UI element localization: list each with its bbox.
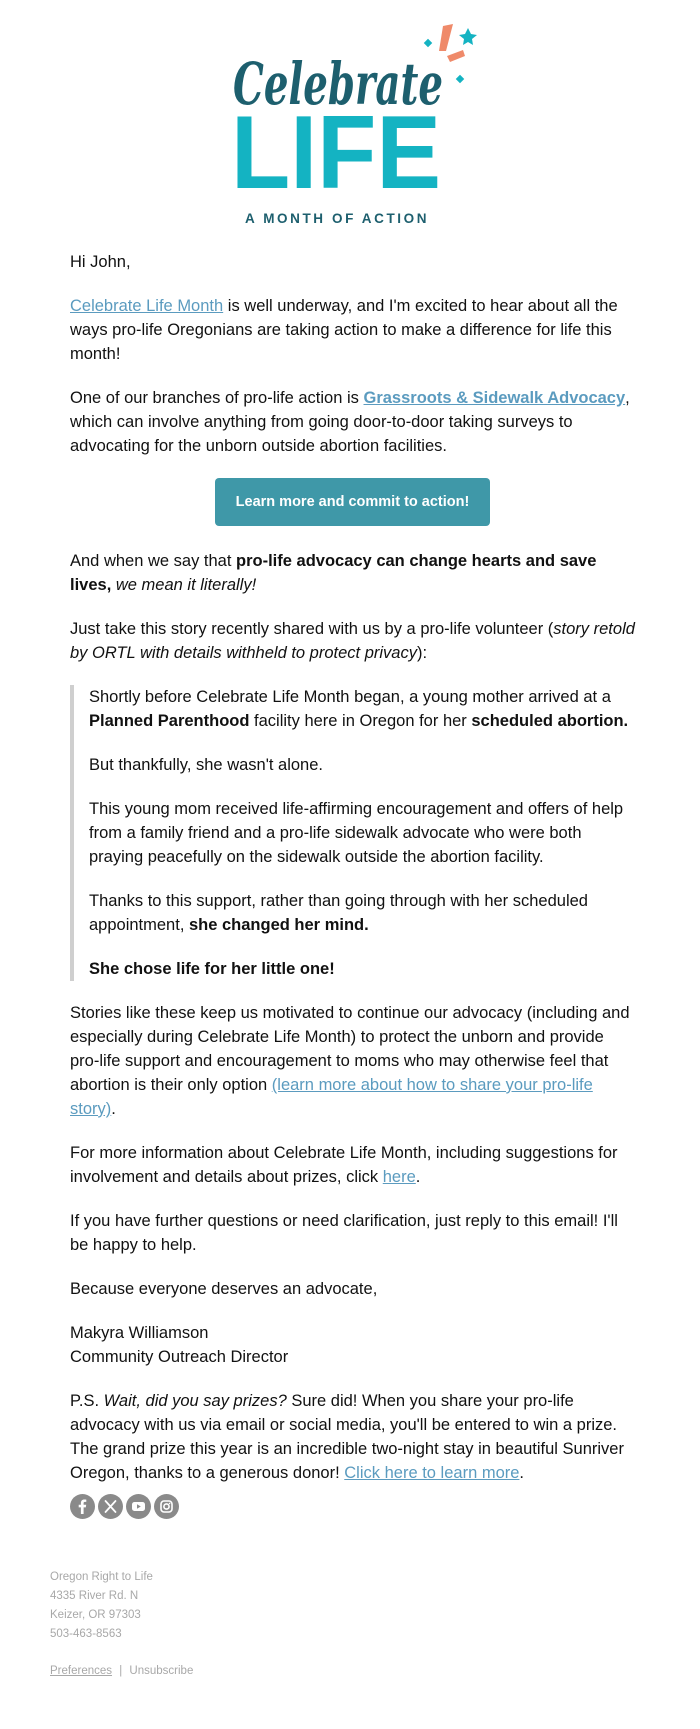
- preferences-link[interactable]: Preferences: [50, 1665, 113, 1677]
- signature-title: Community Outreach Director: [70, 1348, 289, 1366]
- logo-celebrate-text: Celebrate: [233, 50, 443, 118]
- signature-name: Makyra Williamson: [70, 1324, 209, 1342]
- paragraph-motivation: Stories like these keep us motivated to continue our advocacy (including and especially during Celebrate Life Month) to protect the unborn and provide pro-life support and encouragement to moms who may otherwise feel that abortion is their only option (learn more about how to share your pro-life story).: [70, 1004, 630, 1118]
- footer-street: 4335 River Rd. N: [50, 1590, 139, 1602]
- cta-wrap: [70, 478, 635, 526]
- logo-life-text: LIFE: [231, 95, 441, 211]
- learn-more-prizes-link[interactable]: Click here to learn more: [344, 1464, 520, 1482]
- footer-city: Keizer, OR 97303: [50, 1609, 141, 1621]
- logo-diamond: [424, 39, 432, 47]
- footer-phone: 503-463-8563: [50, 1628, 122, 1640]
- footer-org: Oregon Right to Life: [50, 1571, 153, 1583]
- commit-to-action-button[interactable]: Learn more and commit to action!: [215, 478, 490, 526]
- paragraph-intro: Celebrate Life Month is well underway, and I'm excited to hear about all the ways pro-life Oregonians are taking action to make a difference for life this month!: [70, 297, 618, 363]
- logo-star: [459, 28, 477, 45]
- paragraph-advocacy: And when we say that pro-life advocacy can change hearts and save lives, we mean it literally!: [70, 552, 597, 594]
- signature: [70, 1321, 635, 1369]
- paragraph-questions: If you have further questions or need clarification, just reply to this email! I'll be happy to help.: [70, 1212, 618, 1254]
- instagram-icon[interactable]: [154, 1494, 179, 1519]
- quote-paragraph-1: Shortly before Celebrate Life Month began, a young mother arrived at a Planned Parenthood facility here in Oregon for her scheduled abortion.: [89, 688, 629, 730]
- celebrate-life-month-link[interactable]: Celebrate Life Month: [70, 297, 224, 315]
- quote-paragraph-4: Thanks to this support, rather than going through with her scheduled appointment, she changed her mind.: [89, 892, 588, 934]
- email-body: [70, 250, 635, 1505]
- paragraph-more-info: For more information about Celebrate Life Month, including suggestions for involvement and details about prizes, click here.: [70, 1144, 618, 1186]
- email-footer: [50, 1568, 193, 1681]
- quote-paragraph-3: This young mom received life-affirming encouragement and offers of help from a family friend and a pro-life sidewalk advocate who were both praying peacefully on the sidewalk outside the abortion facility.: [89, 800, 624, 866]
- here-link[interactable]: here: [382, 1168, 416, 1186]
- quote-paragraph-2: But thankfully, she wasn't alone.: [89, 756, 323, 774]
- logo-diamond-2: [456, 75, 464, 83]
- logo-tagline: A MONTH OF ACTION: [245, 211, 429, 226]
- quote-paragraph-5: She chose life for her little one!: [89, 960, 335, 978]
- social-icons: [70, 1494, 179, 1519]
- celebrate-life-logo: [225, 18, 515, 238]
- greeting: Hi John,: [70, 253, 131, 271]
- youtube-icon[interactable]: [126, 1494, 151, 1519]
- x-icon[interactable]: [98, 1494, 123, 1519]
- logo-orange-burst-2: [447, 50, 465, 62]
- footer-separator: |: [119, 1665, 123, 1677]
- unsubscribe-link[interactable]: Unsubscribe: [129, 1665, 194, 1677]
- footer-links: [50, 1662, 193, 1681]
- paragraph-signoff: Because everyone deserves an advocate,: [70, 1280, 378, 1298]
- facebook-icon[interactable]: [70, 1494, 95, 1519]
- paragraph-branches: One of our branches of pro-life action is Grassroots & Sidewalk Advocacy, which can involve anything from going door-to-door taking surveys to advocating for the unborn outside abortion facilities.: [70, 389, 630, 455]
- story-blockquote: [70, 685, 635, 981]
- paragraph-ps: P.S. Wait, did you say prizes? Sure did! When you share your pro-life advocacy with us via email or social media, you'll be entered to win a prize. The grand prize this year is an incredible two-night stay in beautiful Sunriver Oregon, thanks to a generous donor! Click here to learn more.: [70, 1392, 624, 1482]
- grassroots-advocacy-link[interactable]: Grassroots & Sidewalk Advocacy: [363, 389, 626, 407]
- share-story-link[interactable]: (learn more about how to share your pro-life story): [70, 1076, 593, 1118]
- logo-orange-burst: [439, 24, 453, 51]
- paragraph-story-intro: Just take this story recently shared with us by a pro-life volunteer (story retold by ORTL with details withheld to protect privacy):: [70, 620, 635, 662]
